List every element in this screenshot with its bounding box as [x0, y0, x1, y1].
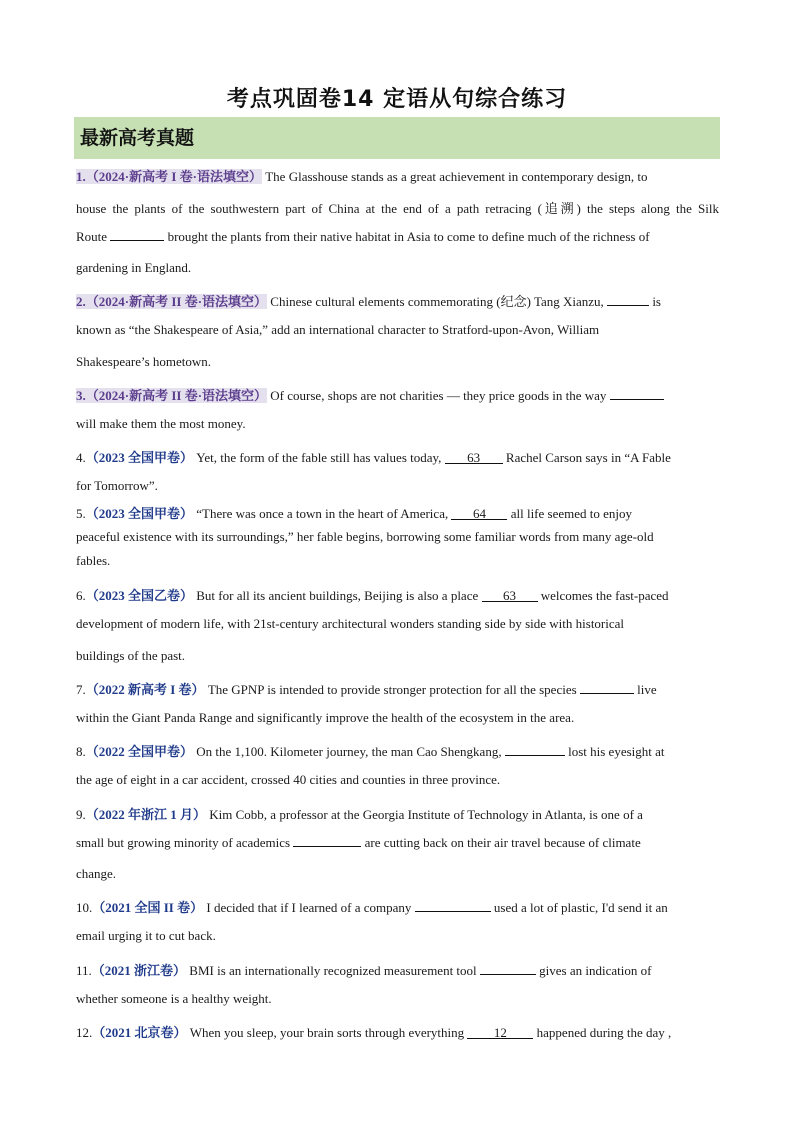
question-text: Chinese cultural elements commemorating (纪念) Tang Xianzu,: [270, 294, 604, 309]
question-text: happened during the day ,: [536, 1025, 672, 1040]
answer-blank[interactable]: [480, 963, 536, 975]
question-number: 11.: [76, 963, 92, 978]
question-number: 7.: [76, 682, 86, 697]
question-text: “There was once a town in the heart of America,: [196, 506, 449, 521]
question-number: 3.: [76, 388, 86, 403]
answer-blank[interactable]: 63: [445, 452, 503, 464]
question-source-tag: （2024·新高考 II 卷·语法填空）: [85, 294, 268, 309]
question-text: within the Giant Panda Range and significantly improve the health of the ecosystem in the area.: [76, 710, 575, 725]
answer-blank[interactable]: [505, 744, 565, 756]
question-source-tag: （2024·新高考 I 卷·语法填空）: [85, 169, 262, 184]
question-text: lost his eyesight at: [568, 744, 665, 759]
section-heading: 最新高考真题: [74, 117, 720, 159]
question-text: used a lot of plastic, I'd send it an: [493, 900, 668, 915]
question-source-tag: （2023 全国乙卷）: [85, 588, 194, 603]
question-text: live: [637, 682, 657, 697]
question-number: 5.: [76, 506, 86, 521]
question-number: 4.: [76, 450, 86, 465]
answer-blank[interactable]: [415, 900, 491, 912]
answer-blank[interactable]: 63: [482, 590, 538, 602]
question-text: But for all its ancient buildings, Beijing is also a place: [196, 588, 479, 603]
question-text: change.: [76, 866, 117, 881]
question-text: email urging it to cut back.: [76, 928, 216, 943]
question-source-tag: （2021 全国 II 卷）: [92, 900, 204, 915]
question-number: 12.: [76, 1025, 93, 1040]
question-text: The Glasshouse stands as a great achievement in contemporary design, to: [265, 169, 648, 184]
question-text: peaceful existence with its surroundings,” her fable begins, borrowing some familiar words from many age-old: [76, 529, 654, 544]
question-text: will make them the most money.: [76, 416, 246, 431]
question-text: all life seemed to enjoy: [510, 506, 633, 521]
question-text: buildings of the past.: [76, 648, 186, 663]
question-text: When you sleep, your brain sorts through everything: [189, 1025, 465, 1040]
question-text: gardening in England.: [76, 260, 192, 275]
question-number: 1.: [76, 169, 86, 184]
question-text: is: [652, 294, 661, 309]
question-text: The GPNP is intended to provide stronger protection for all the species: [207, 682, 577, 697]
question-text: Rachel Carson says in “A Fable: [505, 450, 671, 465]
answer-blank[interactable]: [293, 835, 361, 847]
question-text: for Tomorrow”.: [76, 478, 158, 493]
question-source-tag: （2023 全国甲卷）: [85, 506, 194, 521]
question-text: welcomes the fast-paced: [540, 588, 669, 603]
page-title: 考点巩固卷14 定语从句综合练习: [226, 87, 568, 112]
question-text: gives an indication of: [539, 963, 652, 978]
question-text: whether someone is a healthy weight.: [76, 991, 272, 1006]
answer-blank[interactable]: 12: [467, 1027, 533, 1039]
question-number: 6.: [76, 588, 86, 603]
question-source-tag: （2024·新高考 II 卷·语法填空）: [85, 388, 268, 403]
question-text: On the 1,100. Kilometer journey, the man Cao Shengkang,: [196, 744, 502, 759]
question-source-tag: （2022 新高考 I 卷）: [85, 682, 205, 697]
question-text: house the plants of the southwestern part of China at the end of a path retracing (追溯) the steps along the Silk: [76, 201, 719, 216]
question-text: are cutting back on their air travel because of climate: [364, 835, 641, 850]
question-text: known as “the Shakespeare of Asia,” add an international character to Stratford-upon-Avon, William: [76, 322, 600, 337]
question-text: brought the plants from their native habitat in Asia to come to define much of the richness of: [167, 229, 650, 244]
question-text: BMI is an internationally recognized measurement tool: [189, 963, 477, 978]
answer-blank[interactable]: [580, 682, 634, 694]
question-source-tag: （2022 年浙江 1 月）: [85, 807, 207, 822]
question-text: fables.: [76, 553, 111, 568]
question-text: development of modern life, with 21st-century architectural wonders standing side by side with historical: [76, 616, 625, 631]
question-text: Of course, shops are not charities — they price goods in the way: [270, 388, 607, 403]
question-number: 8.: [76, 744, 86, 759]
question-source-tag: （2023 全国甲卷）: [85, 450, 194, 465]
answer-blank[interactable]: 64: [451, 508, 507, 520]
question-number: 9.: [76, 807, 86, 822]
question-text: Route: [76, 229, 108, 244]
question-source-tag: （2022 全国甲卷）: [85, 744, 194, 759]
question-source-tag: （2021 浙江卷）: [91, 963, 187, 978]
answer-blank[interactable]: [110, 229, 164, 241]
question-text: Yet, the form of the fable still has values today,: [196, 450, 442, 465]
answer-blank[interactable]: [607, 294, 649, 306]
question-text: Kim Cobb, a professor at the Georgia Institute of Technology in Atlanta, is one of a: [209, 807, 643, 822]
question-source-tag: （2021 北京卷）: [92, 1025, 187, 1040]
question-text: the age of eight in a car accident, crossed 40 cities and counties in three province.: [76, 772, 501, 787]
answer-blank[interactable]: [610, 388, 664, 400]
question-text: small but growing minority of academics: [76, 835, 291, 850]
question-number: 10.: [76, 900, 93, 915]
question-text: I decided that if I learned of a company: [206, 900, 412, 915]
question-number: 2.: [76, 294, 86, 309]
question-text: Shakespeare’s hometown.: [76, 354, 212, 369]
